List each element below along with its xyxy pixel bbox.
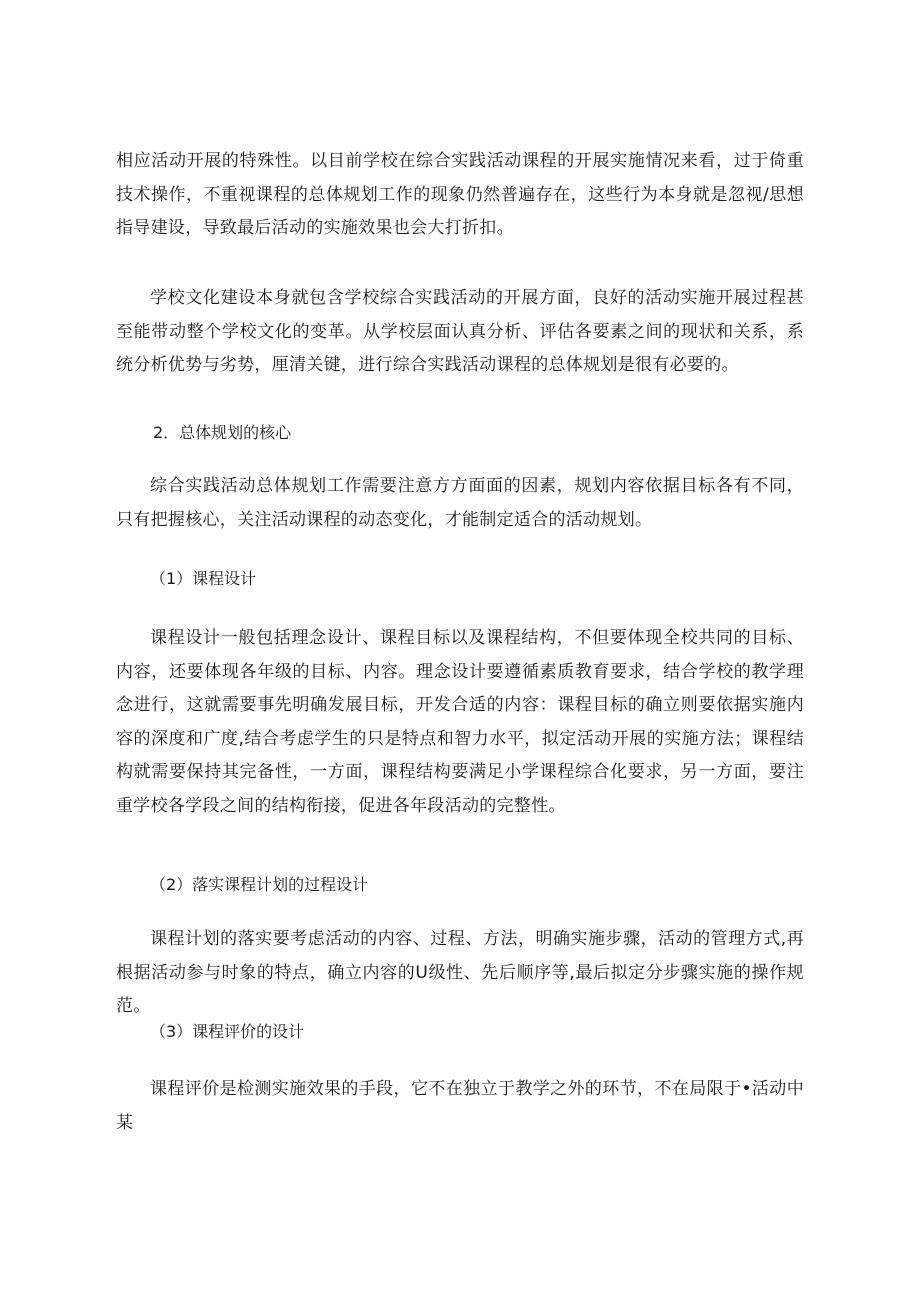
paragraph-3: 综合实践活动总体规划工作需要注意方方面面的因素，规划内容依据目标各有不同，只有把握核心，关注活动课程的动态变化，才能制定适合的活动规划。 — [116, 476, 804, 530]
subheading-course-design: （1）课程设计 — [150, 569, 257, 588]
section-heading-2: 2．总体规划的核心 — [153, 423, 292, 442]
paragraph-4: 课程设计一般包括理念设计、课程目标以及课程结构，不但要体现全校共同的目标、内容，还要体现各年级的目标、内容。理念设计要遵循素质教育要求，结合学校的教学理念进行，这就需要事先明确发展目标，开发合适的内容：课程目标的确立则要依据实施内容的深度和广度,结合考虑学生的只是特点和智力水平，拟定活动开展的实施方法；课程结构就需要保持其完备性，一方面，课程结构要满足小学课程综合化要求，另一方面，要注重学校各学段之间的结构衔接，促进各年段活动的完整性。 — [116, 628, 804, 816]
subheading-process-design: （2）落实课程计划的过程设计 — [150, 875, 369, 894]
paragraph-1: 相应活动开展的特殊性。以目前学校在综合实践活动课程的开展实施情况来看，过于倚重技术操作，不重视课程的总体规划工作的现象仍然普遍存在，这些行为本身就是忽视/思想指导建设，导致最后活动的实施效果也会大打折扣。 — [116, 151, 804, 239]
paragraph-6: 课程评价是检测实施效果的手段，它不在独立于教学之外的环节，不在局限于•活动中某 — [116, 1079, 804, 1133]
paragraph-2: 学校文化建设本身就包含学校综合实践活动的开展方面，良好的活动实施开展过程甚至能带动整个学校文化的变革。从学校层面认真分析、评估各要素之间的现状和关系，系统分析优势与劣势，厘清关键，进行综合实践活动课程的总体规划是很有必要的。 — [116, 288, 804, 376]
paragraph-5: 课程计划的落实要考虑活动的内容、过程、方法，明确实施步骤，活动的管理方式,再根据活动参与时象的特点，确立内容的U级性、先后顺序等,最后拟定分步骤实施的操作规范。 — [116, 929, 804, 1017]
subheading-evaluation-design: （3）课程评价的设计 — [150, 1022, 305, 1041]
